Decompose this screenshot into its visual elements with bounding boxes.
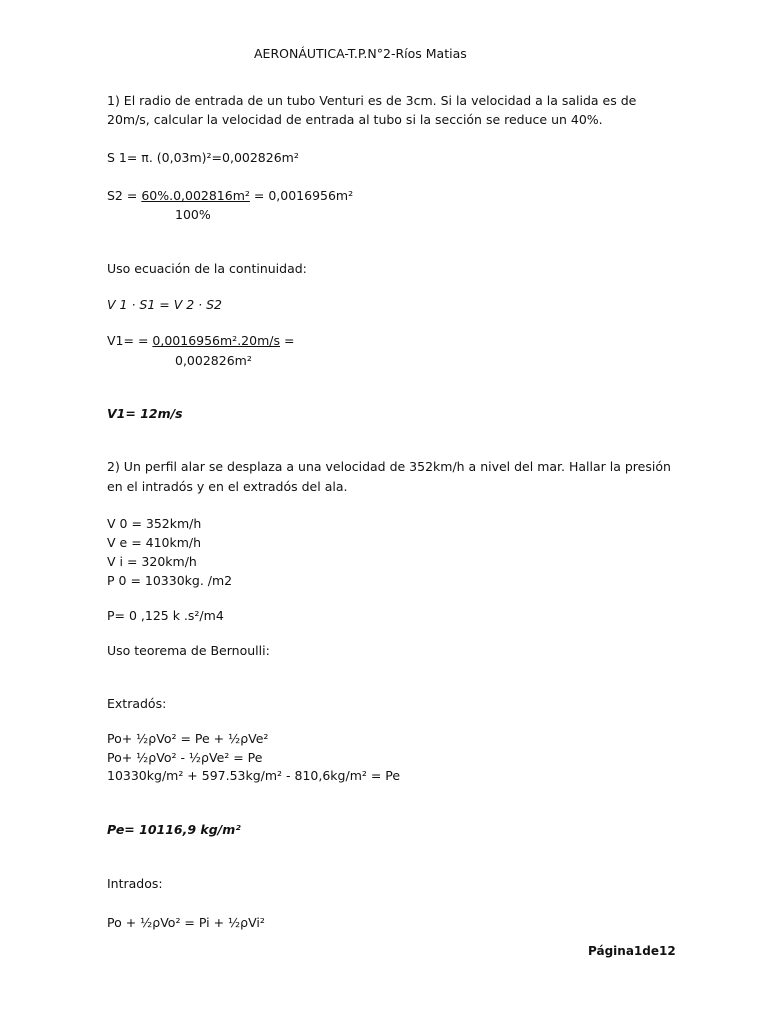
continuity-label: Uso ecuación de la continuidad: <box>107 261 307 276</box>
given-p0: P 0 = 10330kg. /m2 <box>107 573 233 588</box>
s2-numerator: 60%.0,002816m² <box>141 188 250 203</box>
v1-denominator: 0,002826m² <box>175 353 252 368</box>
s1-equation: S 1= π. (0,03m)²=0,002826m² <box>107 150 299 165</box>
v1-numerator: 0,0016956m².20m/s <box>152 333 280 348</box>
given-vi: V i = 320km/h <box>107 554 197 569</box>
extrados-line-1: Po+ ½ρVo² = Pe + ½ρVe² <box>107 731 269 746</box>
problem1-statement-line1: 1) El radio de entrada de un tubo Venturi es de 3cm. Si la velocidad a la salida es de <box>107 93 637 108</box>
page-number: Página1de12 <box>588 944 676 958</box>
v1-eq: = <box>279 333 295 348</box>
problem2-statement-line2: en el intradós y en el extradós del ala. <box>107 479 348 494</box>
s2-equation <box>107 188 353 204</box>
v1-result: V1= 12m/s <box>107 406 183 421</box>
v1-prefix: V1= = <box>107 333 153 348</box>
extrados-result: Pe= 10116,9 kg/m² <box>107 822 241 837</box>
v1-equation <box>107 333 294 349</box>
intrados-line: Po + ½ρVo² = Pi + ½ρVi² <box>107 915 265 930</box>
bernoulli-label: Uso teorema de Bernoulli: <box>107 643 270 658</box>
given-v0: V 0 = 352km/h <box>107 516 202 531</box>
s2-result: = 0,0016956m² <box>249 188 354 203</box>
extrados-line-2: Po+ ½ρVo² - ½ρVe² = Pe <box>107 750 263 765</box>
extrados-label: Extradós: <box>107 696 167 711</box>
s2-prefix: S2 = <box>107 188 142 203</box>
document-title: AERONÁUTICA-T.P.N°2-Ríos Matias <box>254 46 467 61</box>
density-value: P= 0 ,125 k .s²/m4 <box>107 608 224 623</box>
extrados-line-3: 10330kg/m² + 597.53kg/m² - 810,6kg/m² = Pe <box>107 768 401 783</box>
problem2-statement-line1: 2) Un perfil alar se desplaza a una velocidad de 352km/h a nivel del mar. Hallar la presión <box>107 459 671 474</box>
s2-denominator: 100% <box>175 207 211 222</box>
problem1-statement-line2: 20m/s, calcular la velocidad de entrada al tubo si la sección se reduce un 40%. <box>107 112 603 127</box>
continuity-equation: V 1 · S1 = V 2 · S2 <box>107 297 222 312</box>
given-ve: V e = 410km/h <box>107 535 202 550</box>
intrados-label: Intrados: <box>107 876 163 891</box>
